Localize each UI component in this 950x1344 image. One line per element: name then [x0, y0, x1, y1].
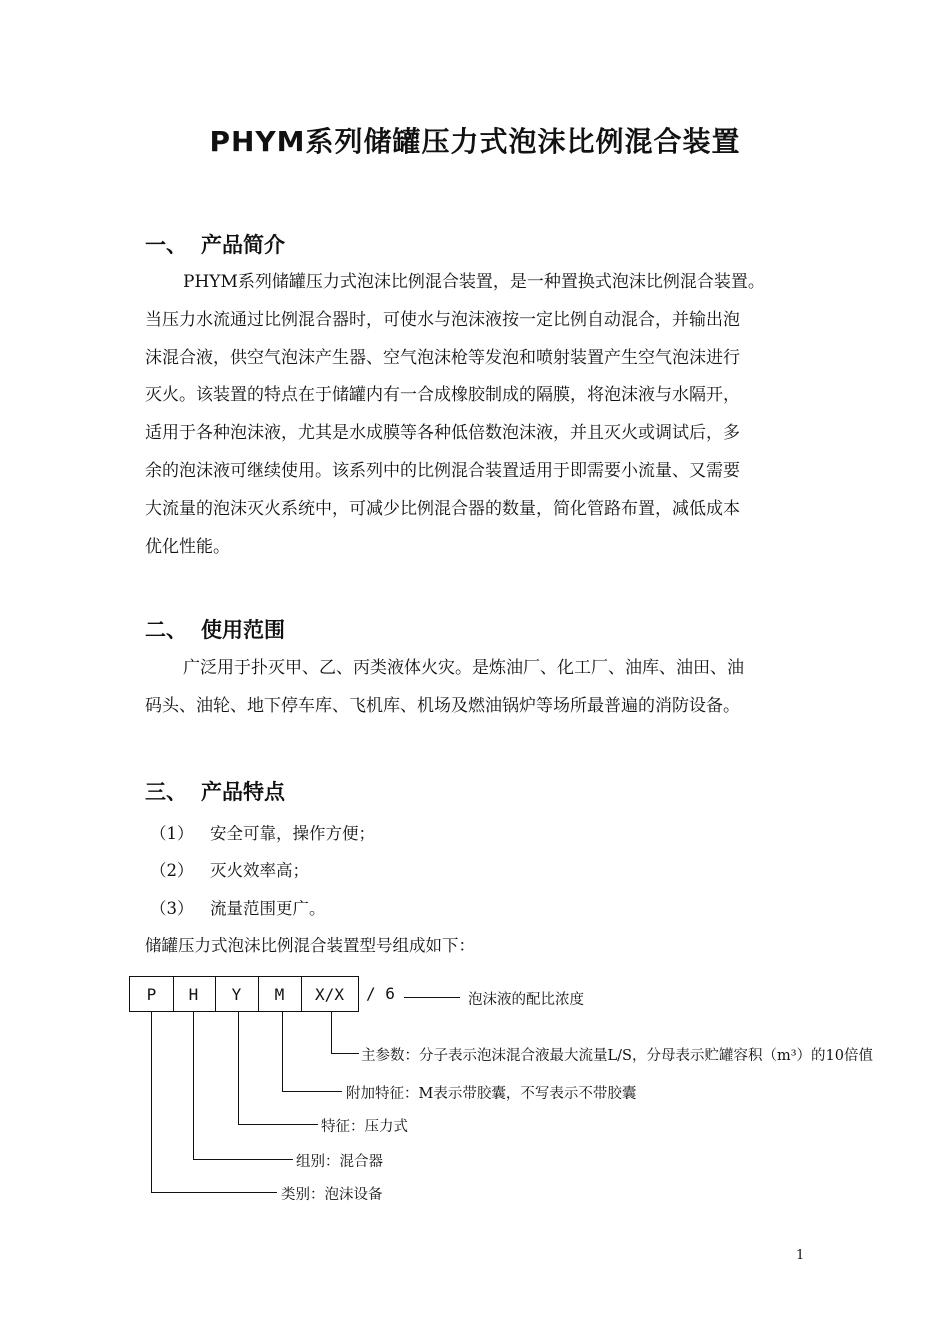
page-number: 1 [796, 1248, 805, 1263]
annotation-concentration: 泡沫液的配比浓度 [468, 992, 584, 1008]
annotation-additional-feature: 附加特征：M表示带胶囊，不写表示不带胶囊 [346, 1086, 637, 1102]
connector-line [238, 1011, 239, 1124]
feature-item [150, 857, 309, 881]
section-title: 产品简介 [201, 233, 285, 257]
paragraph-line: 优化性能。 [145, 536, 230, 557]
feature-text: 流量范围更广。 [210, 899, 326, 918]
code-box-m: M [258, 976, 302, 1012]
document-title: PHYM系列储罐压力式泡沫比例混合装置 [209, 125, 741, 158]
paragraph-line: 大流量的泡沫灭火系统中，可减少比例混合器的数量，简化管路布置，减低成本 [145, 498, 740, 519]
connector-line [282, 1091, 342, 1092]
connector-line [282, 1011, 283, 1091]
connector-line [151, 1011, 152, 1192]
concentration-suffix: / 6 [366, 984, 395, 1003]
section-number: 三、 [145, 780, 187, 804]
feature-item [150, 895, 326, 919]
annotation-category: 类别：泡沫设备 [281, 1187, 383, 1203]
intro-paragraph [145, 264, 810, 566]
paragraph-line: 码头、油轮、地下停车库、飞机库、机场及燃油锅炉等场所最普遍的消防设备。 [145, 695, 740, 716]
section-number: 一、 [145, 233, 187, 257]
feature-number: （2） [150, 861, 194, 880]
annotation-main-parameter: 主参数：分子表示泡沫混合液最大流量L/S，分母表示贮罐容积（m³）的10倍值 [361, 1048, 873, 1064]
connector-line [151, 1192, 277, 1193]
code-box-h: H [172, 976, 216, 1012]
feature-number: （3） [150, 899, 194, 918]
section-heading-scope [145, 614, 285, 644]
paragraph-line: 广泛用于扑灭甲、乙、丙类液体火灾。是炼油厂、化工厂、油库、油田、油 [183, 658, 744, 678]
paragraph-line: 余的泡沫液可继续使用。该系列中的比例混合装置适用于即需要小流量、又需要 [145, 460, 740, 481]
paragraph-line: 灭火。该装置的特点在于储罐内有一合成橡胶制成的隔膜，将泡沫液与水隔开， [145, 385, 740, 406]
model-intro-text: 储罐压力式泡沫比例混合装置型号组成如下： [145, 936, 475, 955]
code-box-xx: X/X [301, 976, 359, 1012]
section-heading-features [145, 776, 285, 806]
feature-number: （1） [150, 824, 194, 843]
annotation-feature: 特征：压力式 [321, 1119, 408, 1135]
paragraph-line: PHYM系列储罐压力式泡沫比例混合装置，是一种置换式泡沫比例混合装置。 [183, 272, 765, 292]
connector-line [238, 1124, 318, 1125]
connector-line [193, 1159, 293, 1160]
code-box-y: Y [215, 976, 259, 1012]
connector-line [404, 997, 460, 998]
feature-text: 灭火效率高； [210, 861, 309, 880]
section-title: 使用范围 [201, 618, 285, 642]
annotation-group: 组别：混合器 [296, 1154, 383, 1170]
connector-line [193, 1011, 194, 1159]
paragraph-line: 适用于各种泡沫液，尤其是水成膜等各种低倍数泡沫液，并且灭火或调试后，多 [145, 423, 740, 444]
paragraph-line: 沫混合液，供空气泡沫产生器、空气泡沫枪等发泡和喷射装置产生空气泡沫进行 [145, 347, 740, 368]
code-box-p: P [129, 976, 174, 1012]
section-number: 二、 [145, 618, 187, 642]
section-heading-intro [145, 229, 285, 259]
feature-item [150, 820, 375, 844]
paragraph-line: 当压力水流通过比例混合器时，可使水与泡沫液按一定比例自动混合，并输出泡 [145, 309, 740, 330]
feature-text: 安全可靠，操作方便； [210, 824, 375, 843]
connector-line [331, 1053, 359, 1054]
scope-paragraph [145, 650, 810, 726]
connector-line [331, 1011, 332, 1053]
section-title: 产品特点 [201, 780, 285, 804]
